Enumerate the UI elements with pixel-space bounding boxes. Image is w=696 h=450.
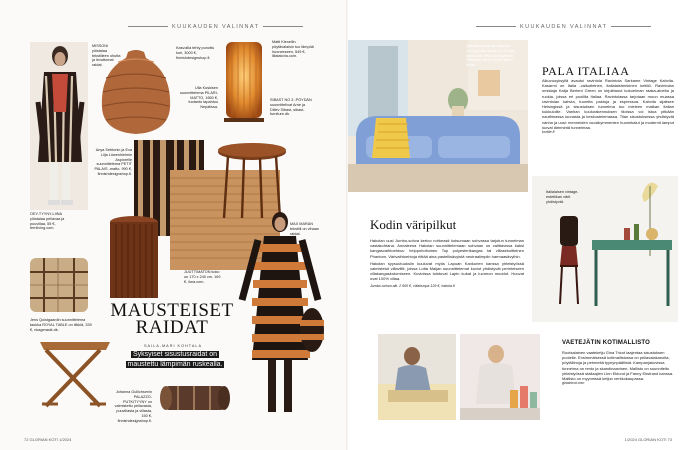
caption-anya: Anya Sebtonin ja Eva Lilja Löwenhielmin Aspiorelle suunnittelema PETIT PALAIS -matto, 990 €, finnishdesignshop.fi.	[94, 148, 132, 176]
caption-maxmara: MAX MARAN tekstiili on vihaan raidat.	[290, 222, 319, 236]
wooden-table-photo	[216, 140, 288, 220]
wooden-side-table-photo	[108, 214, 160, 302]
body-credit: Jumbo-sohva alk. 2 600 €, villahuopa 129 €, hakola.fi	[370, 283, 455, 288]
header-label: KUUKAUDEN VALINNAT	[520, 24, 608, 30]
vaejatin-title: VAETEJÄTIN KOTIMALLISTO	[562, 340, 651, 346]
page-header-left	[124, 24, 307, 30]
caption-johanna: Johanna Gullichsenin PALAZZO-PUTKITYYNY on valmistettu pellavasta, puuvillasta ja villasta, 150 €, finnishdesignshop.fi.	[114, 390, 152, 423]
lede-text: Syksyiset sisustusraidat on maustettu lämpimän ruskealla.	[127, 351, 223, 368]
caption-oey: OEY-TYYNY-LIINA ylöstalaa pellavaa ja puuvillaa, 55 €, fernliving.com.	[30, 212, 65, 231]
folding-stool-photo	[30, 334, 120, 410]
body-paragraph: Hakolan uusi Jumbo-sohva kertoo rohkeasti kutsumaan sohvassa tarjotun tunnelman vastakohtana. Annaleena Hakolan suunnittelemaan sohvaan on valittavissa kaksi kangasvaihtoehtoa: helppohoitoinen Top polyesterikangas tai villasekoitteinen Phantom. Värivaihtoehtoja riittää aina pastellisävyistä neutraalimpiin harmaasävyihin.	[370, 238, 524, 259]
right-page	[348, 0, 696, 450]
table-lamp-photo	[222, 40, 266, 128]
caption-basket: Kasvoilla tehty punottu kori, 3000 €, finnishdesignshop.fi.	[176, 46, 215, 60]
woven-basket-photo	[98, 48, 174, 136]
woman-reading-photo	[378, 334, 456, 420]
striped-coat-model-photo	[30, 42, 88, 210]
cafe-photo-caption: Italialaisen vintage-estetiikan värit yhdistyvät.	[546, 190, 579, 204]
folio-left: 72 GLORIAN KOTI 1/2024	[24, 437, 72, 442]
caption-jens: Jens Quistgaardin suunnittelema taukka ROYAL TABLE on tiikkiä, 339 €, nkagerasik.dk.	[30, 318, 92, 332]
checked-pillow-photo	[28, 256, 90, 314]
caption-ulla: Ulla Koskisen suunnittelema PILARI-MATTO, 1650 €, tuotanto tapahtuu Nepalissa.	[180, 86, 218, 110]
striped-dress-model-photo	[238, 210, 324, 420]
woman-with-candles-photo	[460, 334, 540, 420]
caption-sibast: SIBAST NO 3 -PÖYDÄN suunnittelivat Arne ja Ditlev Sibast, sibast-furniture.dk.	[270, 98, 312, 117]
vaejatin-body	[562, 350, 674, 386]
vaejatin-body-text: Ruotsalainen vaateketju Gina Tricot laajentaa sisustuksen puolelle. Ensimmäisessä kotimallistossa on pellavalakanoita, pöytäliinoja ja pehmeitä tyynynpäällisiä. Kampanjakuvissa tunnelma on rento ja skandinaavinen. Mallisto on suunniteltu yhteistyössä stailaajien Linn Eklund ja Fanny Ekstrand kanssa. Mallisto on myynnissä ketjun verkkokaupassa.	[562, 350, 674, 382]
vaejatin-credit: ginatricot.com	[562, 381, 585, 386]
pala-italiaa-title: PALA ITALIAA	[542, 64, 630, 78]
pala-credit: kortile.fi	[542, 130, 555, 135]
pala-italiaa-body	[542, 78, 674, 135]
caption-missoni: MISSONI ylöstalaa tekstiileen ohutta ja levottomat raidat.	[92, 44, 121, 68]
header-label: KUUKAUDEN VALINNAT	[172, 24, 260, 30]
article-lede	[120, 350, 230, 369]
caption-lamp: Matti Klenellin pöytävalaisin tuo lämpöä huoneeseen, 549 €, lillalatoria.com.	[272, 40, 314, 59]
room-photo-caption: Kalustevalmistaja Hakolan uusi punottu Aston-tuoli sopii sekä sisä- että ulkokäyttöön. Pehmeät sävyt tuovat tilaan ilmaa.	[466, 44, 515, 68]
section-title: Kodin väripilkut	[370, 217, 457, 232]
page-header-right	[472, 24, 655, 30]
folio-right: 1/2024 GLORIAN KOTI 73	[624, 437, 672, 442]
pala-body-text: Alkuvuoyksyllä avautui ravintola Ravintola Sarkame Vintage Kahvila. Kasarmi on Italia -vaikutteinen, italialaishenkinen keittiö. Ravintolan omistaja Katja Berteni Green on kirjoittanut kokoelman raaka-aineita ja ruokia, joissa eri puolilta Italiaa. Ravintolassa tarjotaan muun muassa ravintolan kahvia, tuoreita pastoja ja espressoa. Kahvila sijaitsee Helsingissä ja sisustuksen tunnelma tuo mieleen matkan Italian kukkuloille. Vanhan koulurakennuksen tiloissa voi istua pitkään nauttimassa lounasta ja keskustelemassa. Tilan sisustuksessa yhdistyvät vanha ja uusi: menneiden vuosikymmenten huonekalut ja modernit lamput luovat lämmintä tunnelmaa.	[542, 78, 674, 130]
section-body	[370, 238, 524, 291]
bolster-cushion-photo	[158, 380, 232, 416]
byline: SAILA-MARI KOHTALA	[143, 344, 203, 348]
body-paragraph: Hakolan syysuutuuksiin kuuluvat myös Lapuan Kankurien kanssa yhteistyössä valmistetut villaviltit, joissa Lotta Maijan suunnittelemat kuviot yhdistyvät perinteiseen villakangaskutomiseen. Kuvioissa toistuvat Lapin kukat ja luonnon muodot. Huovat ovat 100% villaa.	[370, 260, 524, 282]
article-title: MAUSTEISET RAIDAT	[110, 300, 234, 338]
caption-juutti: JUUTTIMATON koko on 170 x 240 cm, 169 €, ikea.com.	[184, 270, 221, 284]
